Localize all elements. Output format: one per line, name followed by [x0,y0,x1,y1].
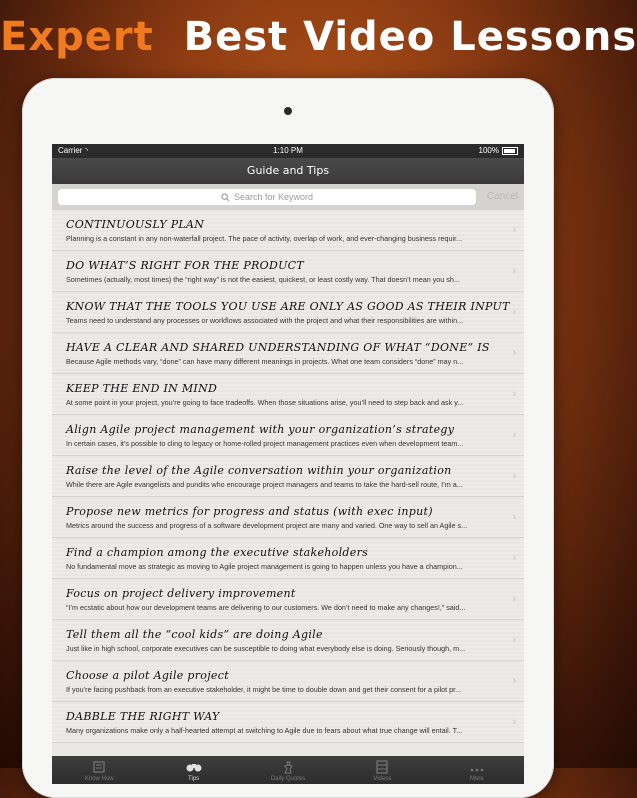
list-item[interactable] [52,251,524,292]
tab-tips[interactable] [146,756,240,784]
list-item-title: KNOW THAT THE TOOLS YOU USE ARE ONLY AS GOOD AS THEIR INPUT [66,300,510,313]
list-item-title: Align Agile project management with your organization’s strategy [66,423,455,436]
search-placeholder: Search for Keyword [233,192,314,202]
chevron-right-icon: › [512,347,516,359]
list-item-description: Metrics around the success and progress of a software development project are many and varied. One way to sell an Agile s... [66,521,468,530]
list-item-title: KEEP THE END IN MIND [66,382,218,395]
tablet-frame [22,78,554,798]
battery-icon [502,147,518,155]
list-item[interactable] [52,456,524,497]
app-screen [52,144,524,784]
chevron-right-icon: › [512,511,516,523]
list-item-description: Just like in high school, corporate executives can be susceptible to doing what everybody else is doing. Seriously though, m... [66,644,466,653]
list-item[interactable] [52,702,524,743]
list-item[interactable] [52,292,524,333]
list-item-title: Find a champion among the executive stakeholders [66,546,369,559]
list-item[interactable] [52,620,524,661]
list-item[interactable] [52,333,524,374]
list-item-title: DABBLE THE RIGHT WAY [66,710,220,723]
list-item[interactable] [52,661,524,702]
chevron-right-icon: › [512,265,516,277]
list-item-description: While there are Agile evangelists and pundits who encourage project managers and teams to take the hard-sell route, I’m a... [66,480,463,489]
chevron-right-icon: › [512,716,516,728]
list-item-title: CONTINUOUSLY PLAN [66,218,205,231]
list-item-description: At some point in your project, you’re going to face tradeoffs. When those situations arise, you’ll need to step back and ask y... [66,398,464,407]
search-input[interactable] [58,189,476,205]
cancel-button[interactable]: Cancel [486,191,518,202]
list-item-description: No fundamental move as strategic as moving to Agile project management is going to happen unless you have a champion... [66,562,463,571]
chevron-right-icon: › [512,675,516,687]
list-item-description: “I’m ecstatic about how our development teams are delivering to our customers. We don’t need to make any changes!,” said... [66,603,466,612]
tab-label: Daily Quotes [270,776,306,782]
banner-title-rest: Best Video Lessons [183,14,637,60]
list-item-title: Raise the level of the Agile conversation within your organization [66,464,452,477]
list-item-title: Choose a pilot Agile project [66,669,229,682]
search-icon [221,193,230,202]
list-item-description: Planning is a constant in any non-waterfall project. The pace of activity, overlap of work, and ever-changing business requir... [66,234,463,243]
tab-label: Tips [188,776,200,782]
status-bar [52,144,524,158]
list-item[interactable] [52,374,524,415]
camera-icon [284,107,292,115]
list-item-description: Many organizations make only a half-hearted attempt at switching to Agile due to fears about what true change will entail. T... [66,726,463,735]
tab-more[interactable] [430,756,524,784]
chevron-right-icon: › [512,593,516,605]
banner-title [0,14,637,60]
list-item-title: Focus on project delivery improvement [66,587,296,600]
list-item-title: HAVE A CLEAR AND SHARED UNDERSTANDING OF WHAT “DONE” IS [66,341,490,354]
list-item-description: If you’re facing pushback from an executive stakeholder, it might be time to double down and get their consent for a pilot pr... [66,685,462,694]
page-title: Guide and Tips [246,164,330,177]
chevron-right-icon: › [512,429,516,441]
banner-accent-text: Expert [0,14,154,60]
chevron-right-icon: › [512,224,516,236]
status-time: 1:10 PM [273,146,303,155]
list-item-description: In certain cases, it’s possible to cling to legacy or home-rolled project management practices even when development team... [66,439,464,448]
tab-know-how[interactable] [52,756,146,784]
promo-banner [0,0,637,80]
chevron-right-icon: › [512,470,516,482]
nav-bar [52,158,524,184]
list-item[interactable] [52,497,524,538]
list-item-title: Propose new metrics for progress and status (with exec input) [66,505,433,518]
tips-list [52,210,524,743]
tab-bar [52,756,524,784]
chevron-right-icon: › [512,552,516,564]
list-item-title: DO WHAT’S RIGHT FOR THE PRODUCT [66,259,305,272]
battery-indicator [479,144,518,158]
tab-label: Know How [84,776,114,782]
chevron-right-icon: › [512,634,516,646]
list-item-title: Tell them all the “cool kids” are doing Agile [66,628,323,641]
search-bar [52,184,524,210]
chevron-right-icon: › [512,388,516,400]
list-item-description: Sometimes (actually, most times) the “right way” is not the easiest, quickest, or least costly way. That doesn’t mean you sh... [66,275,460,284]
chevron-right-icon: › [512,306,516,318]
list-item[interactable] [52,415,524,456]
tab-label: Videos [373,776,392,782]
tab-videos[interactable] [335,756,429,784]
list-item-description: Because Agile methods vary, “done” can have many different meanings in projects. What one team considers “done” may n... [66,357,464,366]
tab-daily-quotes[interactable] [241,756,335,784]
list-item[interactable] [52,538,524,579]
wifi-icon: ◝ [84,146,88,155]
tab-label: More [469,776,484,782]
battery-label: 100% [478,146,499,155]
list-item[interactable] [52,579,524,620]
carrier-label: Carrier ◝ [58,146,88,155]
list-item-description: Teams need to understand any processes or workflows associated with the project and what their responsibilities are within... [66,316,464,325]
list-item[interactable] [52,210,524,251]
